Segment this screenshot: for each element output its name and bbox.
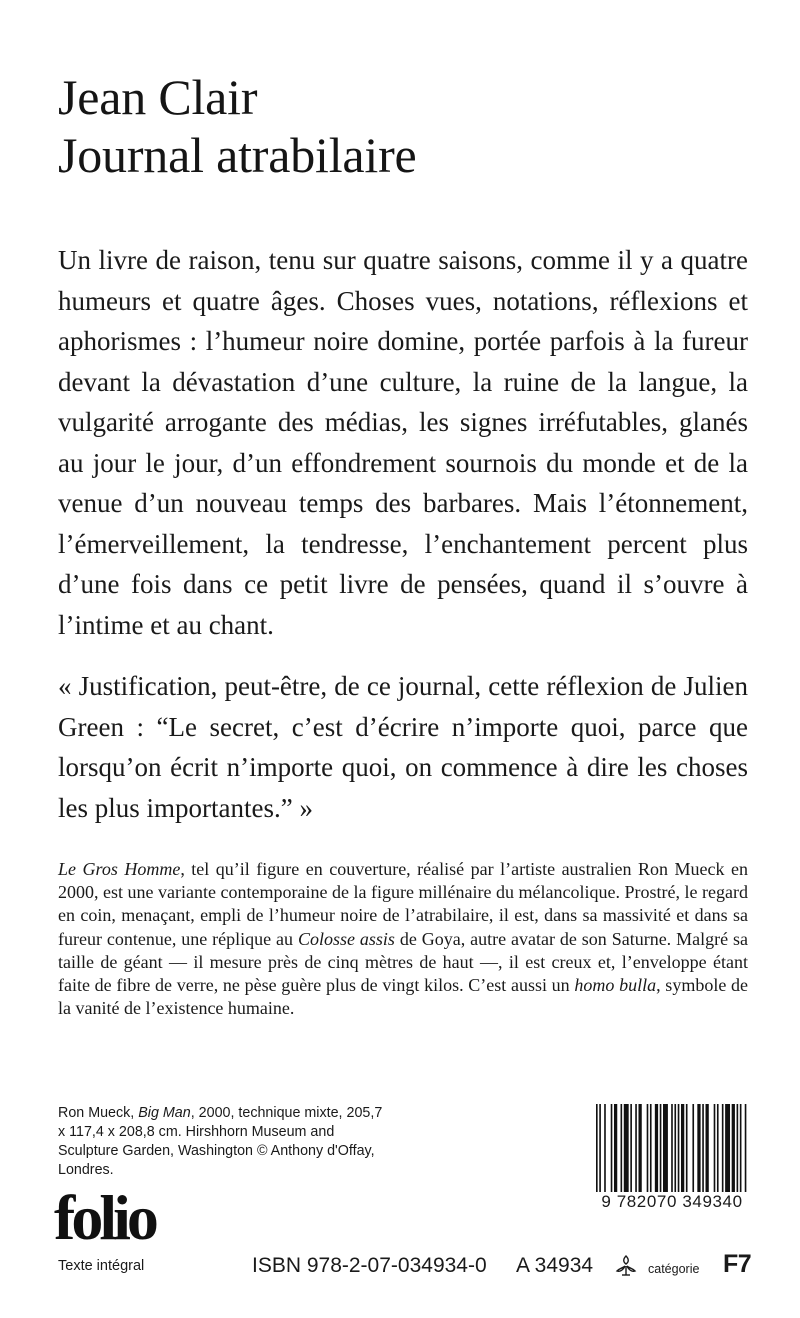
cover-note-text-2: de Goya, autre avatar de son Saturne. Malgré sa taille de géant — il mesure près de cinq mètres de haut —, il est creux et, l’enveloppe étant faite de fibre de verre, ne pèse guère plus de vingt kilos. C’est aussi un [58, 928, 748, 996]
barcode-bar [596, 1104, 598, 1204]
cover-note-text-1: , tel qu’il figure en couverture, réalisé par l’artiste australien Ron Mueck en 2000, est une variante contemporaine de la figure millénaire du mélancolique. Prostré, le regard en coin, menaçant, empli de l’humeur noire de l’atrabilaire, il est, dans sa massivité et dans sa fureur contenue, une réplique au [58, 859, 748, 949]
barcode-bar [621, 1104, 623, 1194]
barcode-bar [702, 1104, 704, 1194]
image-credit [58, 1104, 388, 1180]
barcode-bar [630, 1104, 632, 1194]
barcode-bar [717, 1104, 719, 1194]
credit-work-title: Big Man [138, 1105, 191, 1121]
barcode-bar [706, 1104, 709, 1194]
cover-note-italic-2: Colosse assis [297, 928, 395, 949]
blurb-paragraph-1: Un livre de raison, tenu sur quatre saisons, comme il y a quatre humeurs et quatre âges. Choses vues, notations, réflexions et aphorismes : l’humeur noire domine, portée parfois à la fureur devant la dévastation d’une culture, la ruine de la langue, la vulgarité arrogante des médias, les signes irréfutables, glanés au jour le jour, d’un effondrement sournois du monde et de la venue d’un nouveau temps des barbares. Mais l’étonnement, l’émerveillement, la tendresse, l’enchantement percent plus d’une fois dans ce petit livre de pensées, quand il s’ouvre à l’intime et au chant. [58, 245, 748, 640]
barcode-bar [624, 1104, 629, 1194]
category-label: catégorie [648, 1262, 700, 1276]
flower-ornament-icon [614, 1253, 638, 1277]
barcode-bar [681, 1104, 684, 1194]
barcode-bar [655, 1104, 658, 1194]
book-title: Journal atrabilaire [58, 127, 417, 183]
barcode-bar [614, 1104, 617, 1194]
isbn-text: ISBN 978-2-07-034934-0 [252, 1254, 487, 1277]
barcode-bar [599, 1104, 601, 1204]
barcode-bar [745, 1104, 747, 1204]
barcode-bar [725, 1104, 730, 1194]
barcode-bar [660, 1104, 662, 1194]
barcode-bar [714, 1104, 716, 1194]
barcode-bar [674, 1104, 676, 1204]
barcode-bar [697, 1104, 700, 1194]
barcode [596, 1104, 748, 1204]
author-name: Jean Clair [58, 69, 258, 125]
barcode-bar [647, 1104, 649, 1194]
category-value: F7 [723, 1250, 752, 1278]
credit-pre: Ron Mueck, [58, 1105, 139, 1121]
barcode-bar [671, 1104, 673, 1204]
cover-note [58, 858, 748, 1020]
barcode-bar [611, 1104, 613, 1194]
barcode-bar [638, 1104, 641, 1194]
barcode-digits: 9 782070 349340 [596, 1192, 748, 1212]
cover-note-italic-1: Le Gros Homme [58, 859, 181, 879]
barcode-bar [635, 1104, 637, 1194]
barcode-bar [722, 1104, 724, 1194]
credit-post: , 2000, technique mixte, 205,7 x 117,4 x 208,8 cm. Hirshhorn Museum and Sculpture Garden, Washington © Anthony d'Offay, Londres. [58, 1105, 383, 1178]
catalog-code: A 34934 [516, 1254, 594, 1277]
barcode-bar [740, 1104, 742, 1204]
blurb-quote-paragraph: « Justification, peut-être, de ce journal, cette réflexion de Julien Green : “Le secret, c’est d’écrire n’importe quoi, parce que lorsqu’on écrit n’importe quoi, on commence à dire les choses les plus importantes.” » [58, 671, 748, 823]
barcode-bar [604, 1104, 606, 1194]
barcode-bar [663, 1104, 668, 1194]
barcode-bar [732, 1104, 735, 1194]
barcode-bar [692, 1104, 694, 1194]
publisher-subtitle: Texte intégral [58, 1258, 145, 1274]
barcode-bar [650, 1104, 652, 1194]
cover-note-italic-3: homo bulla [574, 975, 657, 996]
barcode-bar [737, 1104, 739, 1194]
cover-note-text-3: , symbole de la vanité de l’existence humaine. [58, 975, 748, 1019]
title-block [58, 68, 417, 184]
barcode-bar [678, 1104, 680, 1194]
publisher-logo: folio [54, 1182, 155, 1253]
barcode-bar [686, 1104, 688, 1194]
